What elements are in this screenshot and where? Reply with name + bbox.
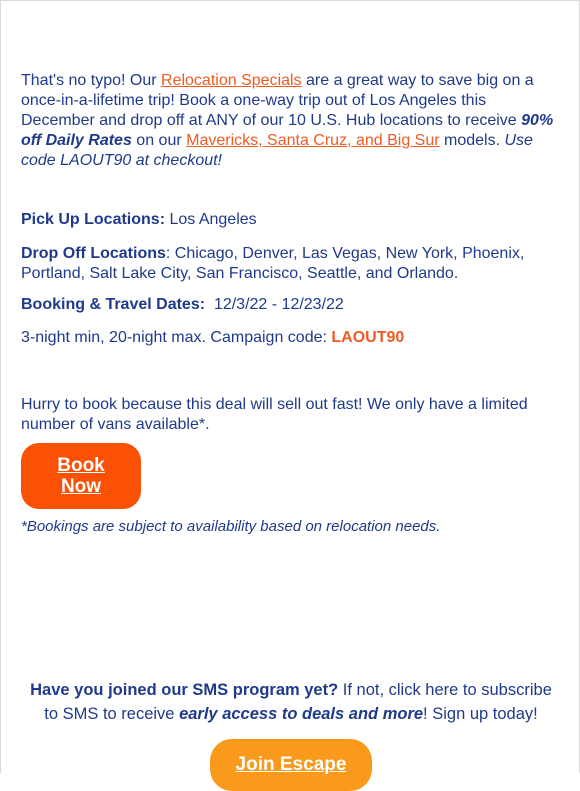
pickup-value: Los Angeles — [165, 211, 257, 228]
pickup-line — [21, 210, 561, 230]
sms-text-1: If not, click here to subscribe to SMS to receive — [44, 681, 552, 723]
disclaimer: *Bookings are subject to availability based on relocation needs. — [21, 518, 441, 535]
hurry-paragraph: Hurry to book because this deal will sell out fast! We only have a limited number of vans available*. — [21, 396, 528, 433]
intro-text-3: on our — [131, 132, 187, 149]
code-note: Use code LAOUT90 at checkout! — [21, 132, 533, 169]
sms-highlight: early access to deals and more — [179, 705, 424, 723]
intro-text-1: That's no typo! Our — [21, 72, 162, 89]
intro-text-4: models. — [439, 132, 505, 149]
dates-label: Booking & Travel Dates: — [21, 296, 206, 313]
dropoff-label: Drop Off Locations — [21, 245, 166, 262]
intro-paragraph — [21, 71, 561, 171]
nights-line — [21, 328, 561, 348]
campaign-code: LAOUT90 — [331, 329, 405, 346]
dates-line — [21, 295, 561, 315]
models-link[interactable]: Mavericks, Santa Cruz, and Big Sur — [186, 132, 440, 149]
nights-text: 3-night min, 20-night max. Campaign code: — [21, 329, 332, 346]
sms-question: Have you joined our SMS program yet? — [30, 681, 339, 699]
join-escape-button[interactable] — [210, 739, 372, 791]
dropoff-line — [21, 244, 561, 284]
sms-text-2: ! Sign up today! — [423, 705, 538, 723]
join-escape-label: Join Escape — [235, 754, 347, 775]
pickup-label: Pick Up Locations: — [21, 211, 166, 228]
offer-highlight: 90% off Daily Rates — [21, 112, 554, 149]
dates-value: 12/3/22 - 12/23/22 — [205, 296, 344, 313]
sms-paragraph — [21, 678, 561, 726]
relocation-specials-link[interactable]: Relocation Specials — [161, 72, 302, 89]
intro-text-2: are a great way to save big on a once-in-a-lifetime trip! Book a one-way trip out of Los Angeles this December and drop off at ANY of our 10 U.S. Hub locations to receive — [21, 72, 534, 129]
dropoff-value: : Chicago, Denver, Las Vegas, New York, Phoenix, Portland, Salt Lake City, San Francisco, Seattle, and Orlando. — [21, 245, 525, 282]
book-now-label: Book Now — [57, 455, 105, 497]
book-now-button[interactable] — [21, 443, 141, 509]
